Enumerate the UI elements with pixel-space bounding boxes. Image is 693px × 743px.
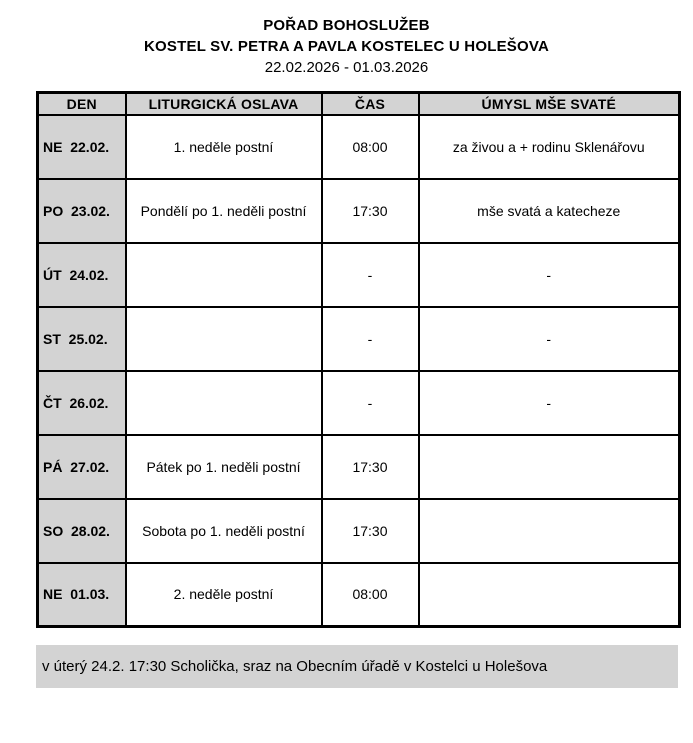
liturgy-cell: 1. neděle postní xyxy=(126,115,322,179)
liturgy-cell xyxy=(126,243,322,307)
column-header-den: DEN xyxy=(38,93,126,115)
intention-cell xyxy=(419,563,680,627)
doc-subtitle: KOSTEL SV. PETRA A PAVLA KOSTELEC U HOLEŠOVA xyxy=(144,38,549,55)
column-header-umysl: ÚMYSL MŠE SVATÉ xyxy=(419,93,680,115)
liturgy-cell xyxy=(126,371,322,435)
time-cell: 08:00 xyxy=(322,115,419,179)
time-cell: 08:00 xyxy=(322,563,419,627)
day-cell: NE 22.02. xyxy=(38,115,126,179)
time-cell: 17:30 xyxy=(322,435,419,499)
time-cell: - xyxy=(322,307,419,371)
liturgy-cell xyxy=(126,307,322,371)
day-cell: ČT 26.02. xyxy=(38,371,126,435)
intention-cell: za živou a + rodinu Sklenářovu xyxy=(419,115,680,179)
day-cell: PÁ 27.02. xyxy=(38,435,126,499)
liturgy-cell: Pátek po 1. neděli postní xyxy=(126,435,322,499)
liturgy-cell: 2. neděle postní xyxy=(126,563,322,627)
table-row xyxy=(38,243,680,307)
column-header-cas: ČAS xyxy=(322,93,419,115)
intention-cell: - xyxy=(419,307,680,371)
table-row xyxy=(38,115,680,179)
day-cell: ÚT 24.02. xyxy=(38,243,126,307)
header-row xyxy=(38,93,680,115)
table-row xyxy=(38,499,680,563)
doc-date-range: 22.02.2026 - 01.03.2026 xyxy=(264,59,429,76)
time-cell: 17:30 xyxy=(322,179,419,243)
time-cell: - xyxy=(322,371,419,435)
table-row xyxy=(38,179,680,243)
day-cell: SO 28.02. xyxy=(38,499,126,563)
time-cell: 17:30 xyxy=(322,499,419,563)
intention-cell: - xyxy=(419,243,680,307)
day-cell: NE 01.03. xyxy=(38,563,126,627)
schedule-table xyxy=(36,91,681,628)
table-row xyxy=(38,563,680,627)
liturgy-cell: Pondělí po 1. neděli postní xyxy=(126,179,322,243)
intention-cell xyxy=(419,435,680,499)
doc-title: POŘAD BOHOSLUŽEB xyxy=(263,17,430,34)
intention-cell xyxy=(419,499,680,563)
table-row xyxy=(38,435,680,499)
footer-note xyxy=(36,645,678,688)
intention-cell: - xyxy=(419,371,680,435)
footer-note-text: v úterý 24.2. 17:30 Scholička, sraz na Obecním úřadě v Kostelci u Holešova xyxy=(42,658,548,675)
day-cell: ST 25.02. xyxy=(38,307,126,371)
time-cell: - xyxy=(322,243,419,307)
liturgy-cell: Sobota po 1. neděli postní xyxy=(126,499,322,563)
column-header-oslava: LITURGICKÁ OSLAVA xyxy=(126,93,322,115)
table-row xyxy=(38,371,680,435)
doc-header xyxy=(0,15,693,78)
intention-cell: mše svatá a katecheze xyxy=(419,179,680,243)
table-row xyxy=(38,307,680,371)
day-cell: PO 23.02. xyxy=(38,179,126,243)
